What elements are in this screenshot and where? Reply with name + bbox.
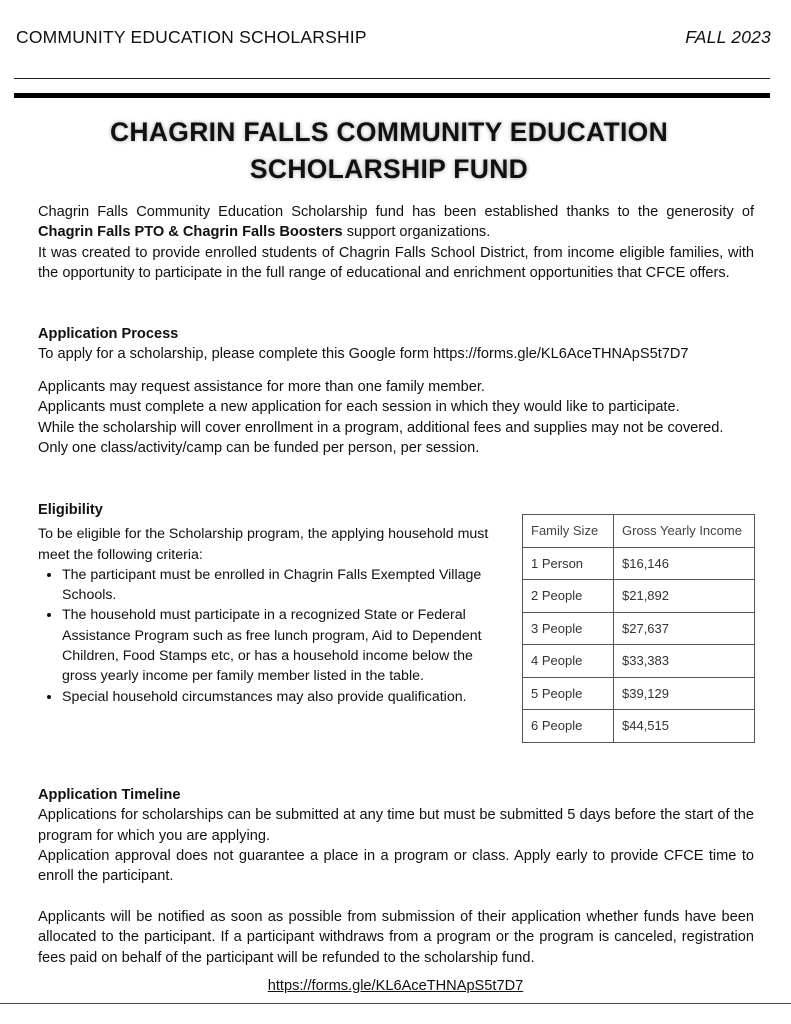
- header-divider-thin: [14, 78, 770, 79]
- family-size-cell: 4 People: [523, 645, 614, 678]
- eligibility-criterion: • The household must participate in a recognized State or Federal Assistance Program such as free lunch program, Aid to Dependent Children, Food Stamps etc, or has a household income below the gross yearly income per family member listed in the table.: [62, 605, 494, 686]
- footer-form-link[interactable]: https://forms.gle/KL6AceTHNApS5t7D7: [267, 978, 524, 994]
- family-size-cell: 3 People: [523, 612, 614, 645]
- table-row: [523, 677, 755, 710]
- timeline-paragraph-1: Applications for scholarships can be submitted at any time but must be submitted 5 days before the start of the program for which you are applying.: [38, 807, 754, 844]
- timeline-section: [38, 785, 754, 886]
- timeline-paragraph-2: Application approval does not guarantee a place in a program or class. Apply early to provide CFCE time to enroll the participant.: [38, 847, 754, 885]
- application-note: Only one class/activity/camp can be funded per person, per session.: [38, 439, 480, 456]
- table-row: [523, 645, 755, 678]
- timeline-paragraph-3: Applicants will be notified as soon as possible from submission of their application whether funds have been allocated to the participant. If a participant withdraws from a program or the program is canceled, registration fees paid on behalf of the participant will be refunded to the scholarship fund.: [38, 909, 754, 966]
- table-row: [523, 547, 755, 580]
- income-cell: $27,637: [614, 612, 755, 645]
- income-cell: $16,146: [614, 547, 755, 580]
- timeline-heading: Application Timeline: [38, 787, 181, 803]
- income-cell: $33,383: [614, 645, 755, 678]
- header-program-name: COMMUNITY EDUCATION SCHOLARSHIP: [16, 27, 367, 47]
- income-table-header-row: [523, 515, 755, 548]
- application-note: While the scholarship will cover enrollment in a program, additional fees and supplies may not be covered.: [38, 419, 724, 436]
- eligibility-criterion: • The participant must be enrolled in Chagrin Falls Exempted Village Schools.: [62, 565, 494, 606]
- application-process-heading: Application Process: [38, 326, 179, 342]
- application-process-section: [38, 324, 754, 365]
- income-table-header: Gross Yearly Income: [614, 515, 755, 548]
- application-process-form-line[interactable]: To apply for a scholarship, please complete this Google form https://forms.gle/KL6AceTHNApS5t7D7: [38, 346, 689, 363]
- intro-text-end: support organizations.: [342, 224, 491, 241]
- income-table: [522, 514, 755, 743]
- application-note: Applicants may request assistance for more than one family member.: [38, 379, 485, 395]
- intro-paragraph-1: [38, 202, 754, 243]
- application-notes: [38, 377, 754, 458]
- eligibility-heading: Eligibility: [38, 502, 103, 518]
- income-cell: $21,892: [614, 580, 755, 613]
- income-cell: $44,515: [614, 710, 755, 743]
- eligibility-criteria-list: [38, 565, 494, 707]
- eligibility-section: [38, 500, 494, 707]
- family-size-cell: 2 People: [523, 580, 614, 613]
- intro-paragraph-2: It was created to provide enrolled students of Chagrin Falls School District, from income eligible families, with the opportunity to participate in the full range of educational and enrichment opportunities that CFCE offers.: [38, 244, 754, 281]
- family-size-cell: 1 Person: [523, 547, 614, 580]
- header-season: FALL 2023: [685, 27, 771, 47]
- application-note: Applicants must complete a new application for each session in which they would like to participate.: [38, 399, 680, 416]
- notification-section: [38, 907, 754, 968]
- table-row: [523, 710, 755, 743]
- income-cell: $39,129: [614, 677, 755, 710]
- intro-section: [38, 202, 754, 283]
- page-title: [0, 114, 778, 188]
- family-size-cell: 5 People: [523, 677, 614, 710]
- table-row: [523, 580, 755, 613]
- family-size-cell: 6 People: [523, 710, 614, 743]
- intro-sponsors: Chagrin Falls PTO & Chagrin Falls Boosters: [38, 224, 343, 241]
- eligibility-criterion: • Special household circumstances may also provide qualification.: [62, 687, 494, 707]
- table-row: [523, 612, 755, 645]
- intro-text: Chagrin Falls Community Education Scholarship fund has been established thanks to the generosity of: [38, 204, 754, 220]
- eligibility-intro: To be eligible for the Scholarship program, the applying household must meet the following criteria:: [38, 526, 489, 563]
- header-divider-thick: [14, 93, 770, 98]
- income-table-header: Family Size: [523, 515, 614, 548]
- footer-divider: [0, 1003, 791, 1004]
- page-title-line1: CHAGRIN FALLS COMMUNITY EDUCATION: [109, 117, 669, 147]
- page-title-line2: SCHOLARSHIP FUND: [249, 154, 529, 184]
